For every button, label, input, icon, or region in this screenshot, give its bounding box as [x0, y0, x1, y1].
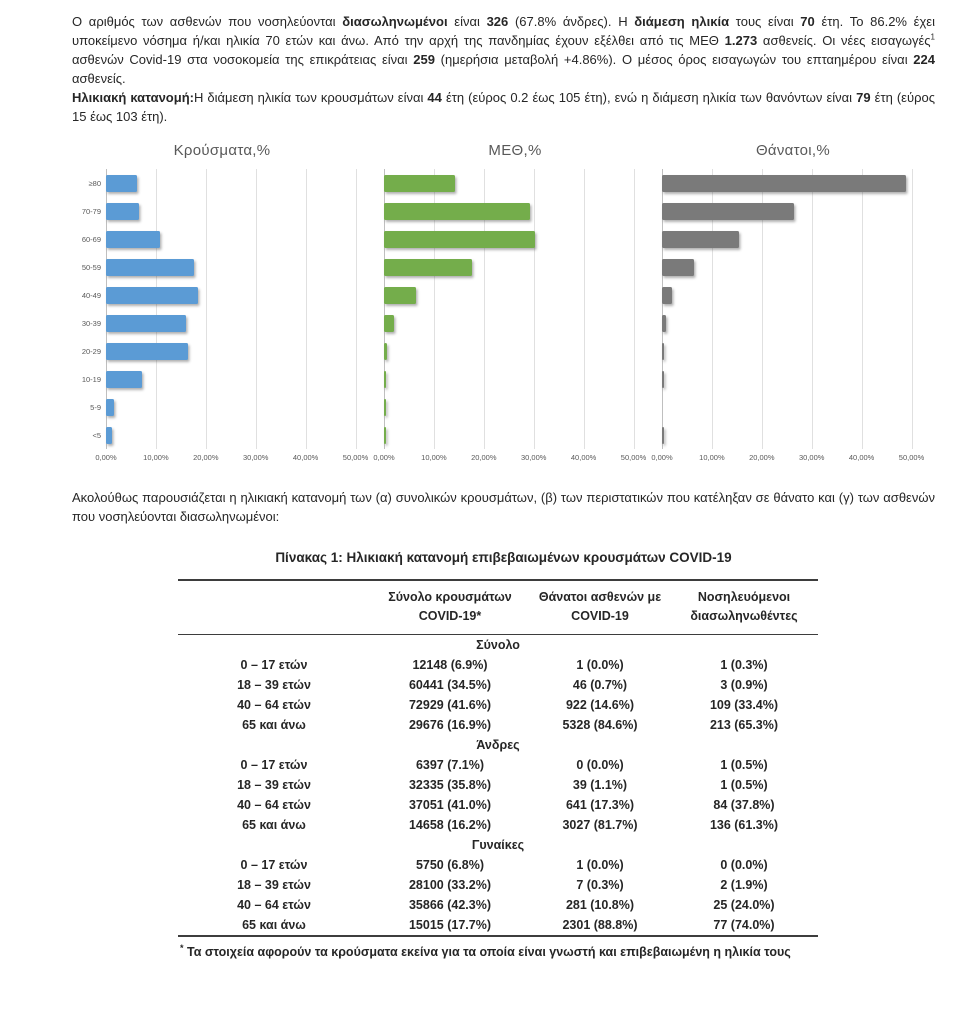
bar-row	[106, 337, 368, 365]
bar	[662, 343, 664, 360]
age-group-cell: 0 – 17 ετών	[240, 757, 308, 772]
value-cell: 1 (0.0%)	[576, 857, 624, 872]
y-axis-category-label: 5-9	[90, 402, 101, 412]
age-group-cell: 18 – 39 ετών	[237, 877, 311, 892]
x-axis-tick-label: 40,00%	[848, 453, 875, 462]
bar-row	[662, 225, 924, 253]
text-segment: ασθενείς.	[72, 71, 126, 86]
x-axis-tick-label: 30,00%	[242, 453, 269, 462]
table-section-label: Άνδρες	[476, 737, 520, 752]
table-row	[178, 775, 818, 795]
value-cell: 28100 (33.2%)	[408, 877, 491, 892]
deaths-chart-plot	[662, 169, 924, 449]
bar-row	[662, 421, 924, 449]
text-segment: Ακολούθως παρουσιάζεται η ηλικιακή κατανομή των (α) συνολικών κρουσμάτων, (β) των περιστατικών που κατέληξαν σε θάνατο και (γ) των ασθενών που νοσηλεύονται διασωληνωμένοι:	[72, 490, 935, 524]
intro-paragraph	[72, 12, 935, 88]
bar	[384, 427, 386, 444]
x-axis-tick-label: 0,00%	[651, 453, 673, 462]
x-axis-tick-label: 30,00%	[798, 453, 825, 462]
value-cell: 60441 (34.5%)	[408, 677, 491, 692]
bar-row	[384, 225, 646, 253]
bar	[384, 315, 394, 332]
value-cell: 14658 (16.2%)	[408, 817, 491, 832]
value-cell: 35866 (42.3%)	[408, 897, 491, 912]
age-group-cell: 65 και άνω	[242, 817, 306, 832]
value-cell: 109 (33.4%)	[709, 697, 779, 712]
bar	[106, 231, 160, 248]
bar	[662, 231, 739, 248]
table-section-row	[178, 634, 818, 655]
text-segment: διάμεση ηλικία	[634, 14, 730, 29]
table-body	[178, 634, 818, 936]
bar	[106, 259, 194, 276]
bar	[662, 287, 672, 304]
deaths-median-age: 79	[856, 90, 871, 105]
text-segment: ασθενείς. Οι νέες εισαγωγές	[757, 33, 931, 48]
value-cell: 922 (14.6%)	[565, 697, 635, 712]
value-cell: 29676 (16.9%)	[408, 717, 491, 732]
bar-row	[662, 281, 924, 309]
bar	[106, 175, 137, 192]
age-group-cell: 65 και άνω	[242, 917, 306, 932]
x-axis-tick-label: 0,00%	[95, 453, 117, 462]
bar-row	[384, 337, 646, 365]
bar-row	[384, 253, 646, 281]
value-cell: 136 (61.3%)	[709, 817, 779, 832]
value-cell: 5328 (84.6%)	[562, 717, 638, 732]
y-axis-category-label: 40-49	[81, 290, 101, 300]
value-cell: 281 (10.8%)	[565, 897, 635, 912]
text-segment: ασθενών Covid-19 στα νοσοκομεία της επικράτειας είναι	[72, 52, 414, 67]
bar	[106, 203, 139, 220]
bar	[662, 203, 794, 220]
bar	[662, 315, 666, 332]
x-axis-tick-label: 0,00%	[373, 453, 395, 462]
table-row	[178, 655, 818, 675]
table-footnote	[180, 943, 935, 959]
deaths-chart-x-axis	[651, 453, 925, 466]
deaths-chart	[651, 142, 925, 466]
value-cell: 0 (0.0%)	[720, 857, 768, 872]
bar	[384, 231, 535, 248]
table-row	[178, 755, 818, 775]
x-axis-tick-label: 50,00%	[620, 453, 647, 462]
text-segment: (ημερήσια μεταβολή +4.86%). Ο μέσος όρος εισαγωγών του επταημέρου είναι	[434, 52, 914, 67]
intubated-count: 326	[486, 14, 509, 29]
x-axis-tick-label: 20,00%	[471, 453, 497, 462]
age-group-cell: 0 – 17 ετών	[240, 657, 308, 672]
bar	[384, 399, 386, 416]
age-group-cell: 18 – 39 ετών	[237, 677, 311, 692]
bar	[384, 203, 530, 220]
y-axis-category-label: 50-59	[81, 262, 101, 272]
text-segment: Ο αριθμός των ασθενών που νοσηλεύονται	[72, 14, 343, 29]
bar	[662, 259, 694, 276]
bar-row	[106, 281, 368, 309]
bar-row	[106, 309, 368, 337]
y-axis-category-label: 10-19	[81, 374, 101, 384]
bar	[662, 175, 906, 192]
bar	[384, 175, 455, 192]
header-total-cases: Σύνολο κρουσμάτων COVID-19*	[388, 590, 512, 624]
y-axis-category-label: 30-39	[81, 318, 101, 328]
x-axis-tick-label: 10,00%	[699, 453, 725, 462]
bar	[662, 371, 664, 388]
bar-row	[384, 421, 646, 449]
text-segment: διασωληνωμένοι	[342, 14, 448, 29]
bar	[106, 287, 198, 304]
text-segment: Η διάμεση ηλικία των κρουσμάτων είναι	[193, 90, 428, 105]
cases-median-age: 44	[427, 90, 442, 105]
value-cell: 77 (74.0%)	[713, 917, 775, 932]
icu-chart-title: ΜΕΘ,%	[488, 142, 542, 159]
value-cell: 12148 (6.9%)	[412, 657, 488, 672]
bar-row	[106, 197, 368, 225]
bar-row	[106, 225, 368, 253]
text-segment: είναι	[447, 14, 487, 29]
value-cell: 1 (0.5%)	[720, 757, 768, 772]
bar	[662, 427, 664, 444]
bar-row	[662, 393, 924, 421]
weekly-average-count: 224	[913, 52, 935, 67]
x-axis-tick-label: 20,00%	[749, 453, 775, 462]
icu-chart-plot	[384, 169, 646, 449]
value-cell: 1 (0.3%)	[720, 657, 768, 672]
table-section-label: Σύνολο	[476, 637, 520, 652]
text-segment: έτη. Το 86.2% έχει υποκείμενο νόσημα ή/και ηλικία 70 ετών και άνω. Από την αρχή της πανδημίας έχουν εξέλθει από τις ΜΕΘ	[72, 14, 935, 48]
bar-row	[662, 309, 924, 337]
bar	[106, 315, 186, 332]
cases-chart-plot	[106, 169, 368, 449]
age-distribution-charts	[76, 142, 935, 466]
deaths-chart-title: Θάνατοι,%	[755, 142, 831, 159]
value-cell: 2 (1.9%)	[720, 877, 768, 892]
table-section-row	[178, 835, 818, 855]
bar-row	[384, 281, 646, 309]
header-intubated: Νοσηλευόμενοι διασωληνωθέντες	[690, 590, 798, 624]
bar-row	[384, 393, 646, 421]
cases-table	[178, 579, 818, 937]
value-cell: 39 (1.1%)	[572, 777, 628, 792]
value-cell: 1 (0.5%)	[720, 777, 768, 792]
icu-discharged-count: 1.273	[724, 33, 758, 48]
footnote-text: Τα στοιχεία αφορούν τα κρούσματα εκείνα για τα οποία είναι γνωστή και επιβεβαιωμένη η ηλικία τους	[187, 944, 791, 959]
y-axis-category-label: 70-79	[81, 206, 101, 216]
age-group-cell: 40 – 64 ετών	[237, 897, 311, 912]
x-axis-tick-label: 20,00%	[193, 453, 219, 462]
bar-row	[106, 169, 368, 197]
value-cell: 3027 (81.7%)	[562, 817, 638, 832]
cases-chart-x-axis	[95, 453, 369, 466]
age-group-cell: 18 – 39 ετών	[237, 777, 311, 792]
value-cell: 7 (0.3%)	[576, 877, 624, 892]
text-segment: (67.8% άνδρες). Η	[508, 14, 635, 29]
bar	[384, 259, 472, 276]
bar	[384, 371, 386, 388]
new-admissions-count: 259	[413, 52, 435, 67]
bar-row	[662, 337, 924, 365]
header-deaths: Θάνατοι ασθενών με COVID-19	[538, 590, 662, 624]
value-cell: 72929 (41.6%)	[408, 697, 491, 712]
value-cell: 5750 (6.8%)	[415, 857, 485, 872]
bar	[106, 343, 188, 360]
table-section-row	[178, 735, 818, 755]
value-cell: 1 (0.0%)	[576, 657, 624, 672]
x-axis-tick-label: 10,00%	[421, 453, 447, 462]
bar	[106, 399, 114, 416]
bar-row	[106, 253, 368, 281]
cases-chart	[76, 142, 368, 466]
value-cell: 0 (0.0%)	[576, 757, 624, 772]
table-row	[178, 895, 818, 915]
y-axis-category-label: ≥80	[88, 178, 101, 188]
table-row	[178, 855, 818, 875]
x-axis-tick-label: 30,00%	[520, 453, 547, 462]
table-title: Πίνακας 1: Ηλικιακή κατανομή επιβεβαιωμένων κρουσμάτων COVID-19	[275, 550, 732, 565]
text-segment: έτη (εύρος 15 έως 103 έτη).	[72, 90, 935, 124]
value-cell: 213 (65.3%)	[709, 717, 779, 732]
x-axis-tick-label: 40,00%	[292, 453, 319, 462]
bar	[384, 287, 416, 304]
bar-row	[662, 365, 924, 393]
text-segment: τους είναι	[729, 14, 801, 29]
bar	[106, 371, 142, 388]
age-distribution-paragraph	[72, 88, 935, 126]
bar	[384, 343, 387, 360]
table-row	[178, 875, 818, 895]
footnote-reference: 1	[930, 32, 935, 42]
cases-chart-title: Κρούσματα,%	[173, 142, 271, 159]
y-axis-category-label: 60-69	[81, 234, 101, 244]
table-header	[178, 580, 818, 634]
value-cell: 15015 (17.7%)	[408, 917, 491, 932]
report-content	[72, 12, 935, 959]
x-axis-tick-label: 50,00%	[342, 453, 369, 462]
bar-row	[106, 393, 368, 421]
bar-row	[384, 169, 646, 197]
value-cell: 25 (24.0%)	[713, 897, 775, 912]
value-cell: 84 (37.8%)	[713, 797, 775, 812]
table-row	[178, 815, 818, 835]
table-row	[178, 715, 818, 735]
footnote-marker: *	[180, 942, 184, 953]
bar-row	[384, 309, 646, 337]
bar	[106, 427, 112, 444]
table-row	[178, 915, 818, 936]
table-row	[178, 675, 818, 695]
x-axis-tick-label: 40,00%	[570, 453, 597, 462]
bar-row	[106, 421, 368, 449]
table-section-label: Γυναίκες	[471, 837, 525, 852]
header-empty-cell	[178, 580, 370, 634]
table-row	[178, 695, 818, 715]
bar-row	[662, 169, 924, 197]
bar-row	[384, 365, 646, 393]
age-group-cell: 65 και άνω	[242, 717, 306, 732]
x-axis-tick-label: 50,00%	[898, 453, 925, 462]
text-segment: έτη (εύρος 0.2 έως 105 έτη), ενώ η διάμεση ηλικία των θανόντων είναι	[441, 90, 857, 105]
value-cell: 641 (17.3%)	[565, 797, 635, 812]
age-group-cell: 40 – 64 ετών	[237, 697, 311, 712]
table-intro-paragraph	[72, 488, 935, 526]
median-age-value: 70	[800, 14, 815, 29]
x-axis-tick-label: 10,00%	[143, 453, 169, 462]
y-axis-category-label: 20-29	[81, 346, 101, 356]
table-row	[178, 795, 818, 815]
icu-chart	[373, 142, 647, 466]
age-group-cell: 40 – 64 ετών	[237, 797, 311, 812]
value-cell: 3 (0.9%)	[720, 677, 768, 692]
cases-chart-y-axis	[76, 169, 106, 449]
bar-row	[384, 197, 646, 225]
paragraph-lead-label: Ηλικιακή κατανομή:	[72, 90, 194, 105]
value-cell: 37051 (41.0%)	[408, 797, 491, 812]
value-cell: 6397 (7.1%)	[415, 757, 485, 772]
value-cell: 2301 (88.8%)	[562, 917, 638, 932]
value-cell: 46 (0.7%)	[572, 677, 628, 692]
bar-row	[106, 365, 368, 393]
value-cell: 32335 (35.8%)	[408, 777, 491, 792]
age-group-cell: 0 – 17 ετών	[240, 857, 308, 872]
bar-row	[662, 197, 924, 225]
icu-chart-x-axis	[373, 453, 647, 466]
bar-row	[662, 253, 924, 281]
y-axis-category-label: <5	[92, 430, 101, 440]
